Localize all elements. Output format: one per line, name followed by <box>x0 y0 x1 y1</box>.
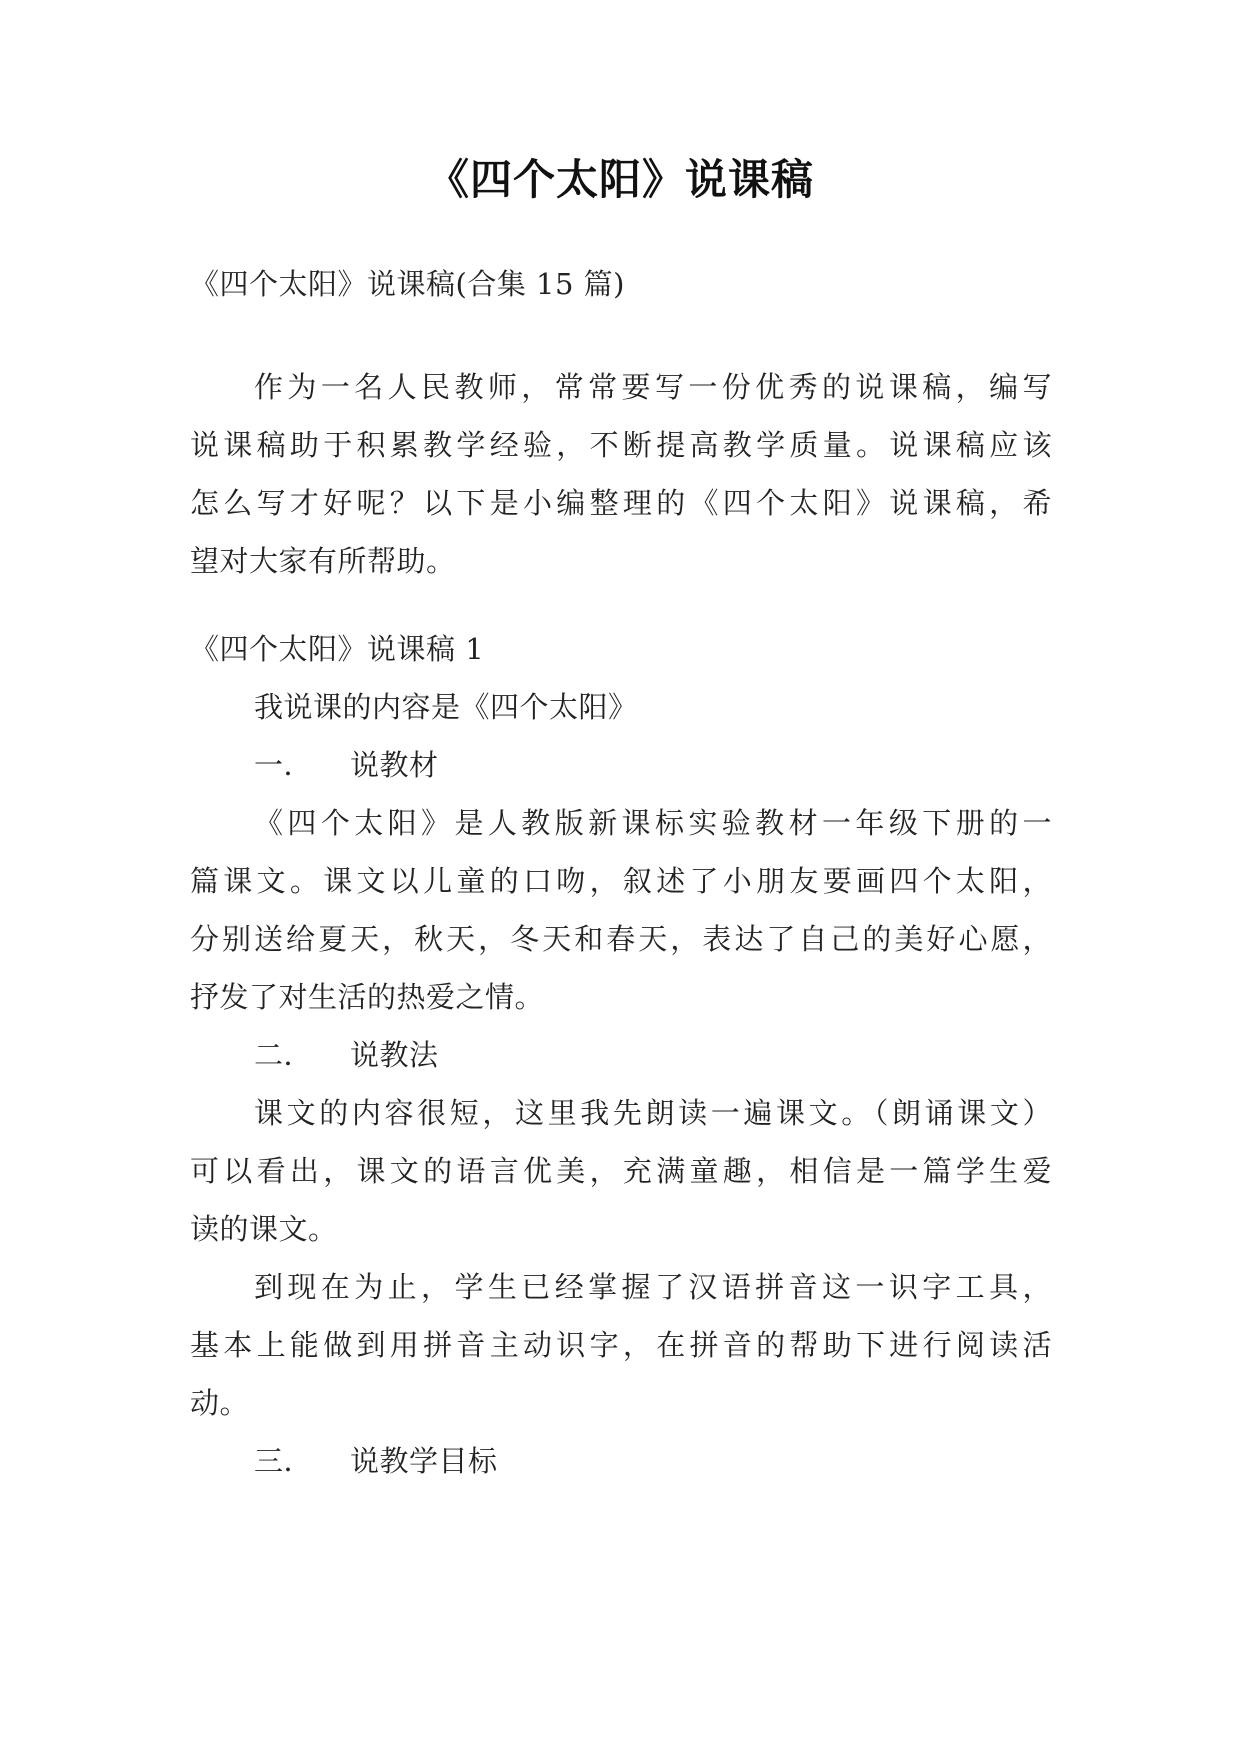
para-line: 基本上能做到用拼音主动识字，在拼音的帮助下进行阅读活 <box>190 1328 1052 1362</box>
intro-line: 望对大家有所帮助。 <box>190 544 456 578</box>
para-line: 可以看出，课文的语言优美，充满童趣，相信是一篇学生爱 <box>190 1154 1052 1188</box>
heading-teaching-method <box>190 1026 1052 1084</box>
heading-teaching-goals <box>190 1432 1052 1490</box>
intro-line: 怎么写才好呢？以下是小编整理的《四个太阳》说课稿，希 <box>190 486 1052 520</box>
para-line: 课文的内容很短，这里我先朗读一遍课文。（朗诵课文） <box>254 1096 1052 1130</box>
document-subtitle <box>190 255 1052 313</box>
heading-text: 说教法 <box>350 1038 439 1072</box>
para-line: 分别送给夏天，秋天，冬天和春天，表达了自己的美好心愿， <box>190 922 1052 956</box>
heading-teaching-material <box>190 736 1052 794</box>
para-line: 到现在为止，学生已经掌握了汉语拼音这一识字工具， <box>254 1270 1052 1304</box>
intro-paragraph <box>190 358 1052 590</box>
intro-line: 说课稿助于积累教学经验，不断提高教学质量。说课稿应该 <box>190 428 1052 462</box>
content-line: 我说课的内容是《四个太阳》 <box>254 690 638 724</box>
para-line: 动。 <box>190 1386 250 1420</box>
document-title: 《四个太阳》说课稿 <box>426 155 814 204</box>
para-line: 《四个太阳》是人教版新课标实验教材一年级下册的一 <box>254 806 1052 840</box>
para-line: 抒发了对生活的热爱之情。 <box>190 980 545 1014</box>
para-line: 读的课文。 <box>190 1212 338 1246</box>
heading-text: 说教学目标 <box>350 1444 498 1478</box>
subtitle-line: 《四个太阳》说课稿(合集 15 篇) <box>190 267 625 301</box>
heading-number: 三． <box>254 1444 314 1478</box>
heading-number: 一． <box>254 748 314 782</box>
heading-text: 说教材 <box>350 748 439 782</box>
section-body <box>190 620 1052 1490</box>
intro-line: 作为一名人民教师，常常要写一份优秀的说课稿，编写 <box>254 370 1052 404</box>
heading-number: 二． <box>254 1038 314 1072</box>
section-title: 《四个太阳》说课稿 1 <box>190 632 485 666</box>
para-line: 篇课文。课文以儿童的口吻，叙述了小朋友要画四个太阳， <box>190 864 1052 898</box>
